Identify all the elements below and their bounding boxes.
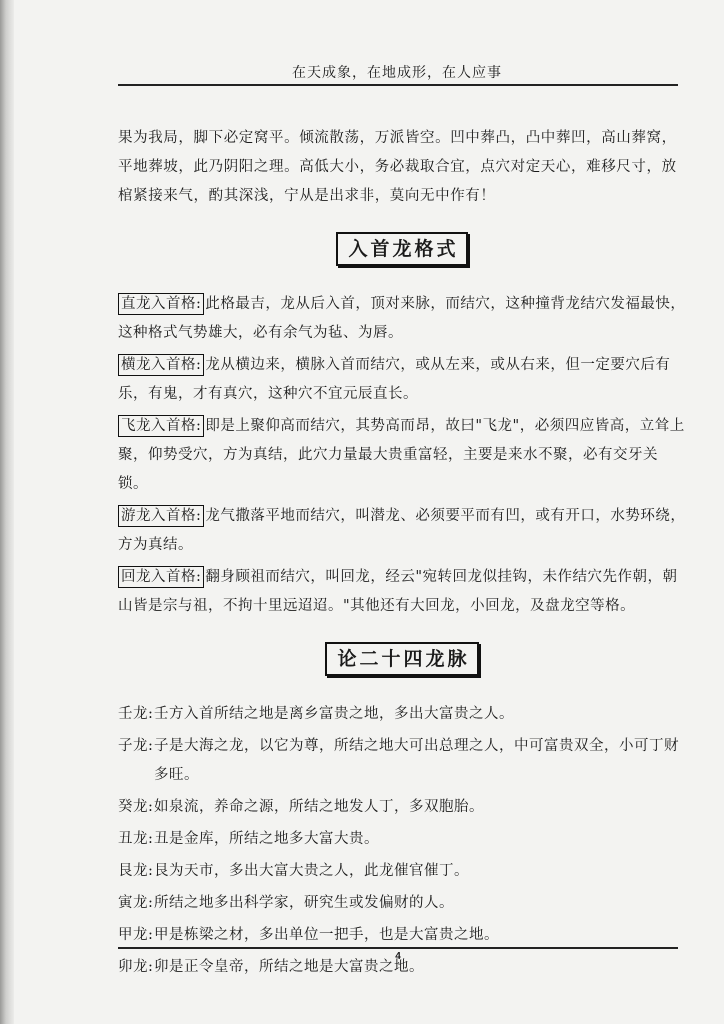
list-item bbox=[118, 857, 686, 886]
entry-straight-dragon bbox=[118, 290, 686, 348]
entry-text: 龙气撒落平地而结穴，叫潜龙、必须要平而有凹，或有开口，水势环绕，方为真结。 bbox=[118, 508, 686, 553]
entry-roaming-dragon bbox=[118, 502, 686, 560]
dragon-term: 丑龙: bbox=[118, 831, 154, 847]
list-item bbox=[118, 732, 686, 790]
header-rule bbox=[118, 84, 678, 86]
entry-dragon-list bbox=[118, 290, 686, 621]
entry-text: 即是上聚仰高而结穴，其势高而昂，故曰"飞龙"，必须四应皆高，立耸上聚，仰势受穴，方为真结，此穴力量最大贵重富轻，主要是来水不聚，必有交牙关锁。 bbox=[118, 418, 685, 492]
page-body bbox=[118, 124, 686, 985]
list-item bbox=[118, 700, 686, 729]
section-heading-24-dragons: 论二十四龙脉 bbox=[325, 642, 478, 676]
entry-label: 横龙入首格: bbox=[118, 354, 204, 376]
list-item bbox=[118, 825, 686, 854]
entry-flying-dragon bbox=[118, 412, 686, 499]
dragon-desc: 甲是栋梁之材，多出单位一把手，也是大富贵之地。 bbox=[154, 927, 499, 943]
dragon-desc: 壬方入首所结之地是离乡富贵之地，多出大富贵之人。 bbox=[154, 706, 514, 722]
dragon-term: 甲龙: bbox=[118, 927, 154, 943]
entry-label: 飞龙入首格: bbox=[118, 415, 204, 437]
entry-label: 回龙入首格: bbox=[118, 566, 204, 588]
list-item bbox=[118, 889, 686, 918]
dragon-veins-list bbox=[118, 700, 686, 982]
dragon-desc: 如泉流，养命之源，所结之地发人丁，多双胞胎。 bbox=[154, 799, 484, 815]
entry-text: 翻身顾祖而结穴，叫回龙，经云"宛转回龙似挂钩，未作结穴先作朝，朝山皆是宗与祖，不拘十里远迢迢。"其他还有大回龙，小回龙，及盘龙空等格。 bbox=[118, 569, 678, 614]
dragon-term: 子龙: bbox=[118, 738, 154, 754]
entry-label: 游龙入首格: bbox=[118, 505, 204, 527]
dragon-desc: 丑是金库，所结之地多大富大贵。 bbox=[154, 831, 379, 847]
dragon-term: 癸龙: bbox=[118, 799, 154, 815]
list-item bbox=[118, 793, 686, 822]
intro-paragraph: 果为我局，脚下必定窝平。倾流散荡，万派皆空。凹中葬凸，凸中葬凹，高山葬窝，平地葬坡，此乃阴阳之理。高低大小，务必裁取合宜，点穴对定天心，难移尺寸，放棺紧接来气，酌其深浅，宁从是出求非，莫向无中作有！ bbox=[118, 130, 677, 204]
dragon-desc: 卯是正令皇帝，所结之地是大富贵之地。 bbox=[154, 959, 424, 975]
list-item bbox=[118, 921, 686, 950]
entry-text: 龙从横边来，横脉入首而结穴，或从左来，或从右来，但一定要穴后有乐，有鬼，才有真穴，这种穴不宜元辰直长。 bbox=[118, 357, 671, 402]
entry-returning-dragon bbox=[118, 563, 686, 621]
footer-rule bbox=[118, 947, 678, 949]
running-header: 在天成象，在地成形，在人应事 bbox=[292, 65, 502, 81]
entry-text: 此格最吉，龙从后入首，顶对来脉，而结穴，这种撞背龙结穴发福最快，这种格式气势雄大，必有余气为毡、为唇。 bbox=[118, 296, 686, 341]
dragon-desc: 子是大海之龙，以它为尊，所结之地大可出总理之人，中可富贵双全，小可丁财多旺。 bbox=[154, 738, 679, 783]
section-heading-entry-dragon: 入首龙格式 bbox=[336, 232, 467, 266]
page-number: 4 bbox=[395, 951, 401, 962]
dragon-term: 壬龙: bbox=[118, 706, 154, 722]
dragon-desc: 所结之地多出科学家，研究生或发偏财的人。 bbox=[154, 895, 454, 911]
dragon-term: 艮龙: bbox=[118, 863, 154, 879]
section-heading-wrap bbox=[118, 232, 686, 268]
binding-edge bbox=[0, 0, 14, 1024]
entry-label: 直龙入首格: bbox=[118, 293, 204, 315]
dragon-desc: 艮为天市，多出大富大贵之人，此龙催官催丁。 bbox=[154, 863, 469, 879]
dragon-term: 卯龙: bbox=[118, 959, 154, 975]
entry-horizontal-dragon bbox=[118, 351, 686, 409]
section-heading-wrap bbox=[118, 642, 686, 678]
dragon-term: 寅龙: bbox=[118, 895, 154, 911]
